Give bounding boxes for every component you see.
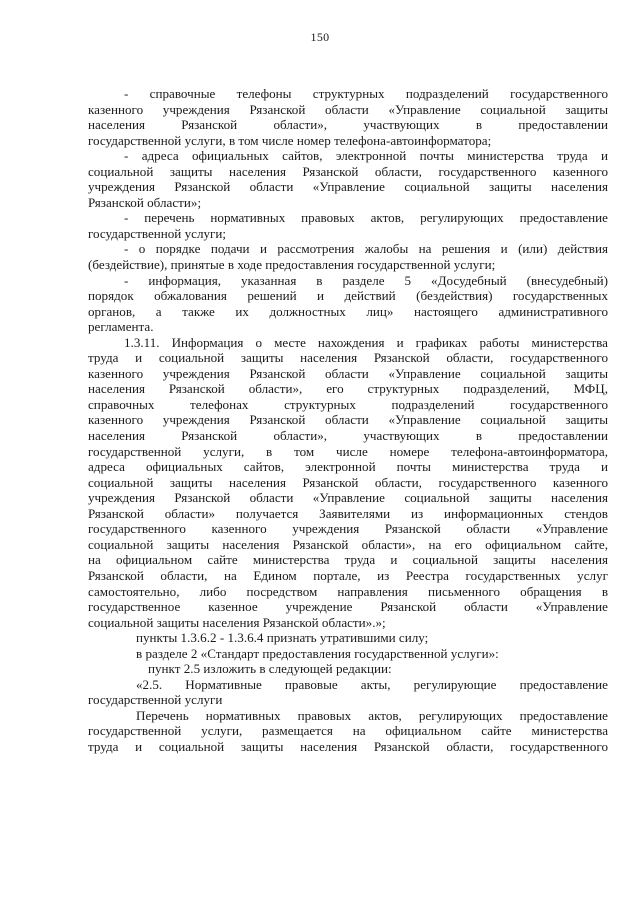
text-line: государственное казенное учреждение Рязанской области «Управление — [88, 599, 608, 615]
text-line: - справочные телефоны структурных подразделений государственного — [124, 86, 608, 101]
text-line: социальной защиты населения Рязанской области, государственного казенного — [88, 474, 608, 490]
text-line: казенного учреждения Рязанской области «Управление социальной защиты — [88, 365, 608, 381]
text-line: труда и социальной защиты населения Рязанской области, государственного — [88, 738, 608, 754]
text-line: государственной услуги, в том числе номер телефона-автоинформатора; — [88, 132, 492, 148]
text-line: самостоятельно, либо посредством направления письменного обращения в — [88, 583, 608, 599]
text-line: «2.5. Нормативные правовые акты, регулирующие предоставление — [136, 676, 608, 692]
text-line: государственной услуги — [88, 692, 223, 708]
text-line: - адреса официальных сайтов, электронной почты министерства труда и — [124, 148, 608, 164]
text-line: пункт 2.5 изложить в следующей редакции: — [148, 661, 392, 677]
text-line: Перечень нормативных правовых актов, регулирующих предоставление — [136, 707, 608, 723]
document-body — [88, 86, 608, 755]
text-line: (бездействие), принятые в ходе предоставления государственной услуги; — [88, 257, 496, 273]
text-line: пункты 1.3.6.2 - 1.3.6.4 признать утратившими силу; — [136, 630, 429, 646]
text-line: адреса официальных сайтов, электронной почты министерства труда и — [88, 459, 608, 475]
text-line: учреждения Рязанской области «Управление социальной защиты населения — [88, 490, 608, 506]
text-line: государственного казенного учреждения Рязанской области «Управление — [88, 521, 608, 537]
text-line: населения Рязанской области», участвующих в предоставлении — [88, 428, 608, 444]
page-number: 150 — [310, 30, 330, 44]
text-line: государственной услуги, в том числе номере телефона-автоинформатора, — [88, 443, 608, 459]
text-line: учреждения Рязанской области «Управление социальной защиты населения — [88, 179, 608, 195]
text-line: социальной защиты населения Рязанской области».»; — [88, 614, 386, 630]
text-line: казенного учреждения Рязанской области «Управление социальной защиты — [88, 101, 608, 117]
text-line: государственной услуги, размещается на официальном сайте министерства — [88, 723, 608, 739]
text-line: порядок обжалования решений и действий (бездействия) государственных — [88, 288, 608, 304]
text-line: Рязанской области»; — [88, 194, 202, 210]
text-line: органов, а также их должностных лиц» настоящего административного — [88, 303, 608, 319]
text-line: справочных телефонах структурных подразделений государственного — [88, 396, 608, 412]
text-line: - информация, указанная в разделе 5 «Досудебный (внесудебный) — [124, 272, 608, 288]
text-line: Рязанской области, на Едином портале, из Реестра государственных услуг — [88, 567, 608, 583]
text-line: - перечень нормативных правовых актов, регулирующих предоставление — [124, 210, 608, 226]
text-line: населения Рязанской области», участвующих в предоставлении — [88, 117, 608, 133]
text-line: государственной услуги; — [88, 225, 227, 241]
text-line: казенного учреждения Рязанской области «Управление социальной защиты — [88, 412, 608, 428]
text-line: Рязанской области» получается Заявителями из информационных стендов — [88, 505, 608, 521]
text-line: труда и социальной защиты населения Рязанской области, государственного — [88, 350, 608, 366]
text-line: регламента. — [88, 319, 154, 335]
text-line: на официальном сайте министерства труда и социальной защиты населения — [88, 552, 608, 568]
text-line: 1.3.11. Информация о месте нахождения и графиках работы министерства — [124, 334, 608, 350]
text-line: социальной защиты населения Рязанской области, государственного казенного — [88, 163, 608, 179]
text-line: - о порядке подачи и рассмотрения жалобы на решения и (или) действия — [124, 241, 608, 257]
text-line: населения Рязанской области», его структурных подразделений, МФЦ, — [88, 381, 608, 397]
text-line: социальной защиты населения Рязанской области», на его официальном сайте, — [88, 536, 608, 552]
text-line: в разделе 2 «Стандарт предоставления государственной услуги»: — [136, 645, 499, 661]
